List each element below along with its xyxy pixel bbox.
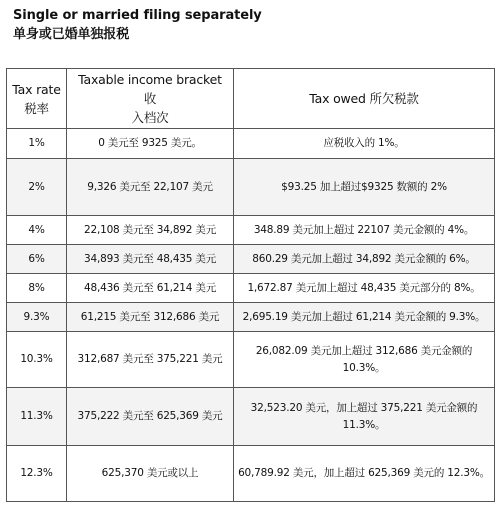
owed-cell: 348.89 美元加上超过 22107 美元金额的 4%。 xyxy=(234,216,495,245)
page-heading xyxy=(13,6,262,44)
owed-cell: 60,789.92 美元，加上超过 625,369 美元的 12.3%。 xyxy=(234,446,495,502)
heading-chinese: 单身或已婚单独报税 xyxy=(13,27,130,42)
rate-cell: 8% xyxy=(7,274,67,303)
tax-bracket-table xyxy=(6,68,495,502)
bracket-cell: 0 美元至 9325 美元。 xyxy=(67,129,234,159)
bracket-cell: 48,436 美元至 61,214 美元 xyxy=(67,274,234,303)
owed-cell: 32,523.20 美元，加上超过 375,221 美元金额的 11.3%。 xyxy=(234,388,495,446)
rate-cell: 10.3% xyxy=(7,332,67,388)
table-row xyxy=(7,245,495,274)
table-row xyxy=(7,216,495,245)
owed-cell: 26,082.09 美元加上超过 312,686 美元金额的 10.3%。 xyxy=(234,332,495,388)
table-row xyxy=(7,332,495,388)
table-row xyxy=(7,159,495,216)
bracket-cell: 9,326 美元至 22,107 美元 xyxy=(67,159,234,216)
bracket-cell: 22,108 美元至 34,892 美元 xyxy=(67,216,234,245)
rate-cell: 6% xyxy=(7,245,67,274)
owed-cell: 2,695.19 美元加上超过 61,214 美元金额的 9.3%。 xyxy=(234,303,495,332)
table-row xyxy=(7,388,495,446)
bracket-cell: 625,370 美元或以上 xyxy=(67,446,234,502)
bracket-cell: 61,215 美元至 312,686 美元 xyxy=(67,303,234,332)
rate-cell: 11.3% xyxy=(7,388,67,446)
table-header-row xyxy=(7,69,495,129)
rate-cell: 4% xyxy=(7,216,67,245)
owed-cell: $93.25 加上超过$9325 数额的 2% xyxy=(234,159,495,216)
header-tax-owed: Tax owed 所欠税款 xyxy=(234,69,495,129)
table-row xyxy=(7,274,495,303)
rate-cell: 12.3% xyxy=(7,446,67,502)
table-row xyxy=(7,129,495,159)
rate-cell: 2% xyxy=(7,159,67,216)
bracket-cell: 312,687 美元至 375,221 美元 xyxy=(67,332,234,388)
bracket-cell: 375,222 美元至 625,369 美元 xyxy=(67,388,234,446)
rate-cell: 9.3% xyxy=(7,303,67,332)
heading-english: Single or married filing separately xyxy=(13,8,262,23)
table-row xyxy=(7,446,495,502)
bracket-cell: 34,893 美元至 48,435 美元 xyxy=(67,245,234,274)
table-row xyxy=(7,303,495,332)
rate-cell: 1% xyxy=(7,129,67,159)
header-tax-rate: Tax rate 税率 xyxy=(7,69,67,129)
owed-cell: 应税收入的 1%。 xyxy=(234,129,495,159)
owed-cell: 1,672.87 美元加上超过 48,435 美元部分的 8%。 xyxy=(234,274,495,303)
header-income-bracket: Taxable income bracket 收 入档次 xyxy=(67,69,234,129)
owed-cell: 860.29 美元加上超过 34,892 美元金额的 6%。 xyxy=(234,245,495,274)
